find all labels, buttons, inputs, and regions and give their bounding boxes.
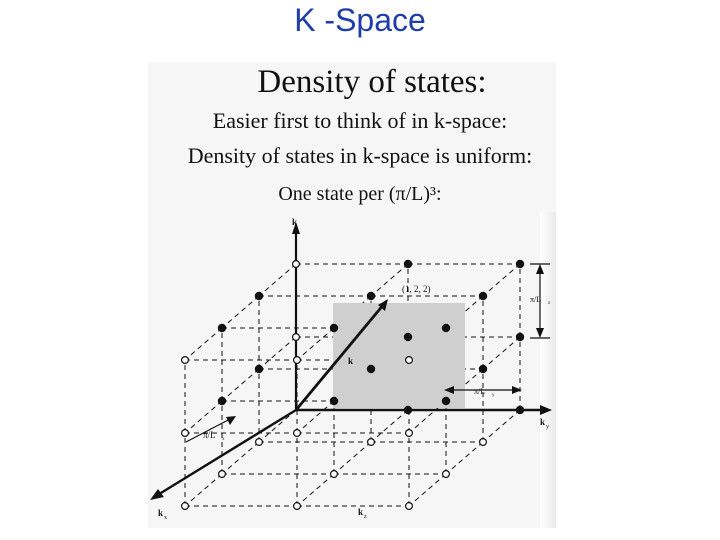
grid-line-x — [222, 296, 259, 328]
grid-line-x — [297, 474, 334, 506]
lattice-point-filled — [404, 406, 411, 413]
lattice-point-filled — [442, 397, 449, 404]
spacing-x-label: π/L — [203, 430, 216, 440]
figure-line-2: Density of states in k-space is uniform: — [187, 143, 533, 168]
spacing-z-arrow-bottom — [536, 328, 544, 338]
lattice-point-open — [182, 430, 189, 437]
grid-line-x — [334, 442, 371, 474]
lattice-point-filled — [255, 292, 262, 299]
lattice-point-filled — [404, 333, 411, 340]
lattice-point-filled — [330, 324, 337, 331]
grid-line-x — [297, 328, 334, 360]
lattice-point-open — [294, 503, 301, 510]
figure-heading: Density of states: — [257, 64, 487, 100]
lattice-point-open — [182, 503, 189, 510]
kx-axis-sub: x — [164, 515, 167, 521]
lattice-point-filled — [479, 292, 486, 299]
lattice-point-filled — [330, 397, 337, 404]
lattice-point-filled — [367, 292, 374, 299]
point-label: (1, 2, 2) — [402, 284, 431, 294]
grid-line-x — [185, 474, 222, 506]
lattice-point-open — [331, 471, 338, 478]
lattice-point-open — [293, 334, 300, 341]
lattice-point-open — [480, 439, 487, 446]
lattice-point-filled — [516, 333, 523, 340]
figure-line-3: One state per (π/L)³: — [278, 183, 442, 205]
spacing-y-sub: y — [492, 393, 495, 398]
bottom-axis-label: k — [358, 507, 364, 517]
lattice-point-open — [182, 357, 189, 364]
kspace-lattice-diagram — [148, 210, 556, 532]
ky-axis-label: k — [540, 417, 546, 427]
grid-line-x — [483, 264, 520, 296]
lattice-point-open — [294, 430, 301, 437]
slide-title: K -Space — [294, 2, 426, 38]
grid-line-x — [185, 328, 222, 360]
lattice-point-open — [219, 471, 226, 478]
lattice-point-filled — [516, 406, 523, 413]
grid-line-x — [483, 337, 520, 369]
lattice-point-open — [368, 439, 375, 446]
lattice-point-filled — [404, 260, 411, 267]
kx-axis-arrow — [150, 489, 164, 500]
grid-line-x — [222, 442, 259, 474]
spacing-y-label: π/L — [474, 387, 486, 396]
lattice-point-open — [406, 430, 413, 437]
lattice-point-filled — [516, 260, 523, 267]
grid-line-x — [297, 401, 334, 433]
figure-line-1: Easier first to think of in k-space: — [212, 108, 508, 133]
grid-line-x — [259, 264, 296, 296]
bottom-axis-sub: z — [364, 514, 367, 520]
spacing-z-arrow-top — [536, 264, 544, 274]
kx-axis-line — [156, 410, 296, 496]
lattice-point-filled — [479, 365, 486, 372]
grid-line-x — [222, 369, 259, 401]
kx-axis-label: k — [158, 508, 164, 518]
lattice-point-open — [293, 261, 300, 268]
lattice-point-open — [256, 439, 263, 446]
lattice-point-open — [406, 357, 413, 364]
lattice-point-open — [406, 503, 413, 510]
grid-line-x — [446, 442, 483, 474]
grid-line-x — [371, 410, 408, 442]
ky-axis-arrow — [540, 405, 552, 415]
grid-line-x — [409, 474, 446, 506]
grid-line-x — [483, 410, 520, 442]
lattice-point-filled — [442, 324, 449, 331]
lattice-point-filled — [218, 324, 225, 331]
kz-axis-label: k — [292, 217, 298, 227]
spacing-z-label: π/L — [530, 295, 542, 304]
lattice-point-filled — [367, 365, 374, 372]
spacing-x-sub: x — [222, 437, 225, 442]
lattice-point-open — [294, 357, 301, 364]
lattice-point-open — [443, 471, 450, 478]
lattice-point-filled — [255, 365, 262, 372]
ky-axis-sub: y — [546, 424, 549, 430]
grid-line-x — [185, 401, 222, 433]
lattice-point-filled — [218, 397, 225, 404]
vector-label: k — [348, 356, 354, 366]
spacing-z-sub: z — [548, 301, 551, 306]
grid-line-x — [259, 337, 296, 369]
